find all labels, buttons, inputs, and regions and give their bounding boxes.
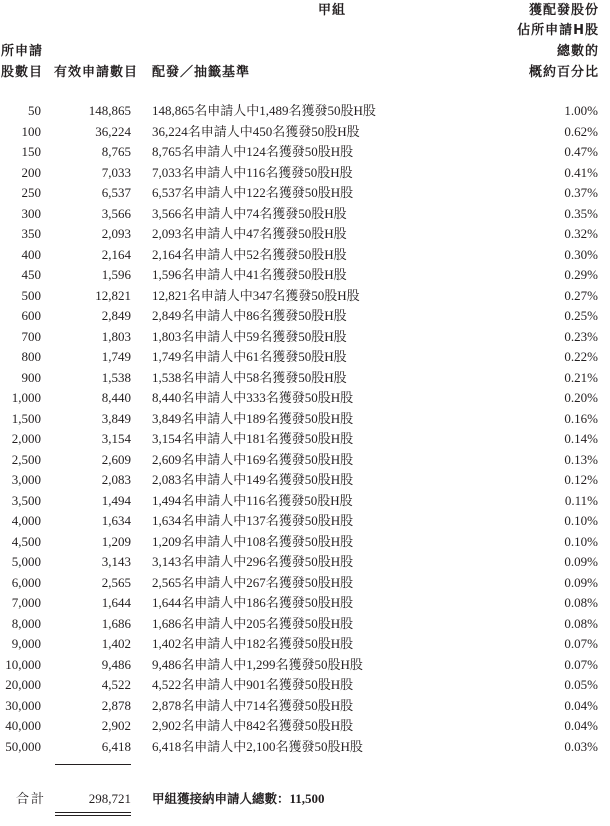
shares-cell: 6,000 — [11, 574, 41, 590]
table-row — [0, 429, 610, 450]
table-row — [0, 142, 610, 163]
applications-cell: 12,821 — [95, 287, 131, 303]
basis-cell: 1,749名申請人中61名獲發50股H股 — [152, 349, 347, 364]
table-row — [0, 183, 610, 204]
percent-cell: 0.30% — [564, 246, 598, 262]
percent-cell: 0.35% — [564, 205, 598, 221]
basis-cell: 3,566名申請人中74名獲發50股H股 — [152, 205, 347, 221]
applications-cell: 3,849 — [101, 410, 131, 426]
shares-cell: 3,000 — [11, 472, 41, 487]
table-row — [0, 716, 610, 737]
total-accepted-value: 11,500 — [289, 791, 325, 806]
basis-cell: 2,093名申請人中47名獲發50股H股 — [152, 226, 347, 241]
applications-cell: 8,440 — [101, 390, 131, 405]
percent-cell: 0.23% — [564, 328, 598, 344]
shares-cell: 900 — [21, 369, 41, 385]
shares-cell: 9,000 — [11, 636, 41, 651]
applications-cell: 4,522 — [101, 677, 131, 692]
applications-cell: 7,033 — [101, 164, 131, 180]
shares-cell: 200 — [21, 164, 41, 180]
percent-cell: 1.00% — [564, 103, 598, 118]
percent-cell: 0.32% — [564, 226, 598, 241]
table-row — [0, 552, 610, 573]
shares-cell: 400 — [21, 246, 41, 262]
applications-cell: 3,154 — [101, 431, 131, 446]
basis-cell: 6,537名申請人中122名獲發50股H股 — [152, 185, 354, 200]
percent-cell: 0.37% — [564, 185, 598, 200]
percent-cell: 0.09% — [564, 554, 598, 569]
applications-cell: 9,486 — [101, 656, 131, 672]
basis-cell: 1,644名申請人中186名獲發50股H股 — [152, 595, 354, 610]
percent-cell: 0.04% — [564, 697, 598, 713]
percent-cell: 0.13% — [564, 451, 598, 467]
applications-cell: 1,644 — [101, 595, 131, 610]
basis-cell: 148,865名申請人中1,489名獲發50股H股 — [152, 103, 376, 118]
table-row — [0, 634, 610, 655]
basis-cell: 1,596名申請人中41名獲發50股H股 — [152, 267, 347, 282]
applications-cell: 6,537 — [101, 185, 131, 200]
table-row — [0, 450, 610, 471]
table-row — [0, 101, 610, 122]
basis-cell: 2,565名申請人中267名獲發50股H股 — [152, 574, 354, 590]
applications-cell: 2,609 — [101, 451, 131, 467]
percent-cell: 0.08% — [564, 615, 598, 631]
table-row — [0, 511, 610, 532]
applications-cell: 36,224 — [95, 123, 131, 139]
group-title: 甲組 — [318, 3, 347, 18]
percent-cell: 0.22% — [564, 349, 598, 364]
total-double-rule-top — [55, 812, 131, 813]
applications-cell: 1,402 — [101, 636, 131, 651]
basis-cell: 8,440名申請人中333名獲發50股H股 — [152, 390, 354, 405]
basis-cell: 1,686名申請人中205名獲發50股H股 — [152, 615, 354, 631]
percent-cell: 0.47% — [564, 144, 598, 159]
percent-cell: 0.41% — [564, 164, 598, 180]
applications-cell: 3,566 — [101, 205, 131, 221]
shares-cell: 250 — [21, 185, 41, 200]
basis-cell: 2,849名申請人中86名獲發50股H股 — [152, 308, 347, 323]
allocation-table — [0, 101, 610, 757]
table-row — [0, 245, 610, 266]
applications-cell: 2,093 — [101, 226, 131, 241]
table-row — [0, 163, 610, 184]
table-row — [0, 593, 610, 614]
basis-cell: 7,033名申請人中116名獲發50股H股 — [152, 164, 353, 180]
shares-cell: 40,000 — [5, 718, 41, 733]
percent-cell: 0.04% — [564, 718, 598, 733]
total-accepted-label: 甲組獲接納申請人總數： — [152, 791, 290, 806]
percent-cell: 0.07% — [564, 636, 598, 651]
percent-cell: 0.05% — [564, 677, 598, 692]
basis-cell: 2,878名申請人中714名獲發50股H股 — [152, 697, 354, 713]
col-shares-header-1: 所申請 — [1, 44, 44, 59]
table-row — [0, 122, 610, 143]
table-row — [0, 491, 610, 512]
basis-cell: 1,634名申請人中137名獲發50股H股 — [152, 513, 354, 528]
table-row — [0, 409, 610, 430]
table-row — [0, 655, 610, 676]
applications-cell: 1,803 — [101, 328, 131, 344]
table-row — [0, 470, 610, 491]
col-percent-header-4: 概約百分比 — [528, 65, 599, 80]
shares-cell: 2,000 — [11, 431, 41, 446]
applications-cell: 2,565 — [101, 574, 131, 590]
shares-cell: 5,000 — [11, 554, 41, 569]
total-value: 298,721 — [88, 791, 131, 806]
shares-cell: 100 — [21, 123, 41, 139]
table-row — [0, 265, 610, 286]
basis-cell: 12,821名申請人中347名獲發50股H股 — [152, 287, 360, 303]
applications-cell: 1,494 — [101, 492, 131, 508]
table-row — [0, 204, 610, 225]
table-row — [0, 368, 610, 389]
applications-cell: 6,418 — [101, 738, 131, 754]
percent-cell: 0.25% — [564, 308, 598, 323]
shares-cell: 20,000 — [5, 677, 41, 692]
percent-cell: 0.21% — [564, 369, 598, 385]
shares-cell: 700 — [21, 328, 41, 344]
shares-cell: 2,500 — [11, 451, 41, 467]
percent-cell: 0.03% — [564, 738, 598, 754]
table-row — [0, 737, 610, 758]
table-row — [0, 306, 610, 327]
shares-cell: 350 — [21, 226, 41, 241]
shares-cell: 450 — [21, 267, 41, 282]
table-row — [0, 224, 610, 245]
shares-cell: 1,500 — [11, 410, 41, 426]
percent-cell: 0.14% — [564, 431, 598, 446]
col-shares-header-2: 股數目 — [1, 65, 44, 80]
percent-cell: 0.07% — [564, 656, 598, 672]
table-row — [0, 614, 610, 635]
percent-cell: 0.29% — [564, 267, 598, 282]
applications-cell: 148,865 — [88, 103, 131, 118]
percent-cell: 0.16% — [564, 410, 598, 426]
table-row — [0, 286, 610, 307]
total-double-rule-bottom — [55, 815, 131, 816]
percent-cell: 0.12% — [564, 472, 598, 487]
table-row — [0, 327, 610, 348]
applications-cell: 1,538 — [101, 369, 131, 385]
basis-cell: 6,418名申請人中2,100名獲發50股H股 — [152, 738, 363, 754]
table-row — [0, 347, 610, 368]
basis-cell: 4,522名申請人中901名獲發50股H股 — [152, 677, 354, 692]
applications-cell: 3,143 — [101, 554, 131, 569]
col-applications-header: 有效申請數目 — [54, 65, 139, 80]
col-percent-header-1: 獲配發股份 — [528, 3, 599, 18]
percent-cell: 0.10% — [564, 513, 598, 528]
basis-cell: 8,765名申請人中124名獲發50股H股 — [152, 144, 354, 159]
percent-cell: 0.20% — [564, 390, 598, 405]
shares-cell: 4,500 — [11, 533, 41, 549]
shares-cell: 10,000 — [5, 656, 41, 672]
table-row — [0, 532, 610, 553]
basis-cell: 1,402名申請人中182名獲發50股H股 — [152, 636, 354, 651]
basis-cell: 9,486名申請人中1,299名獲發50股H股 — [152, 656, 363, 672]
percent-cell: 0.27% — [564, 287, 598, 303]
basis-cell: 3,143名申請人中296名獲發50股H股 — [152, 554, 354, 569]
table-row — [0, 696, 610, 717]
subtotal-rule — [55, 764, 131, 765]
shares-cell: 7,000 — [11, 595, 41, 610]
shares-cell: 50,000 — [5, 738, 41, 754]
basis-cell: 2,609名申請人中169名獲發50股H股 — [152, 451, 354, 467]
percent-cell: 0.10% — [564, 533, 598, 549]
basis-cell: 1,209名申請人中108名獲發50股H股 — [152, 533, 354, 549]
applications-cell: 2,849 — [101, 308, 131, 323]
shares-cell: 50 — [28, 103, 41, 118]
table-row — [0, 573, 610, 594]
basis-cell: 36,224名申請人中450名獲發50股H股 — [152, 123, 360, 139]
shares-cell: 8,000 — [11, 615, 41, 631]
percent-cell: 0.11% — [564, 492, 598, 508]
shares-cell: 300 — [21, 205, 41, 221]
shares-cell: 600 — [21, 308, 41, 323]
basis-cell: 2,083名申請人中149名獲發50股H股 — [152, 472, 354, 487]
applications-cell: 1,749 — [101, 349, 131, 364]
applications-cell: 2,902 — [101, 718, 131, 733]
basis-cell: 1,538名申請人中58名獲發50股H股 — [152, 369, 347, 385]
applications-cell: 8,765 — [101, 144, 131, 159]
applications-cell: 1,209 — [101, 533, 131, 549]
shares-cell: 500 — [21, 287, 41, 303]
col-basis-header: 配發／抽籤基準 — [152, 65, 251, 80]
col-percent-header-3: 總數的 — [556, 44, 599, 59]
shares-cell: 4,000 — [11, 513, 41, 528]
percent-cell: 0.09% — [564, 574, 598, 590]
basis-cell: 1,494名申請人中116名獲發50股H股 — [152, 492, 353, 508]
percent-cell: 0.62% — [564, 123, 598, 139]
applications-cell: 1,634 — [101, 513, 131, 528]
applications-cell: 1,596 — [101, 267, 131, 282]
basis-cell: 3,154名申請人中181名獲發50股H股 — [152, 431, 354, 446]
shares-cell: 3,500 — [11, 492, 41, 508]
total-accepted-note — [152, 790, 325, 808]
table-row — [0, 675, 610, 696]
applications-cell: 1,686 — [101, 615, 131, 631]
shares-cell: 30,000 — [5, 697, 41, 713]
basis-cell: 2,164名申請人中52名獲發50股H股 — [152, 246, 347, 262]
applications-cell: 2,083 — [101, 472, 131, 487]
shares-cell: 1,000 — [11, 390, 41, 405]
total-label: 合計 — [16, 791, 47, 806]
table-row — [0, 388, 610, 409]
percent-cell: 0.08% — [564, 595, 598, 610]
basis-cell: 1,803名申請人中59名獲發50股H股 — [152, 328, 347, 344]
col-percent-header-2: 佔所申請H股 — [517, 23, 599, 38]
shares-cell: 800 — [21, 349, 41, 364]
basis-cell: 3,849名申請人中189名獲發50股H股 — [152, 410, 354, 426]
applications-cell: 2,164 — [101, 246, 131, 262]
shares-cell: 150 — [21, 144, 41, 159]
applications-cell: 2,878 — [101, 697, 131, 713]
basis-cell: 2,902名申請人中842名獲發50股H股 — [152, 718, 354, 733]
